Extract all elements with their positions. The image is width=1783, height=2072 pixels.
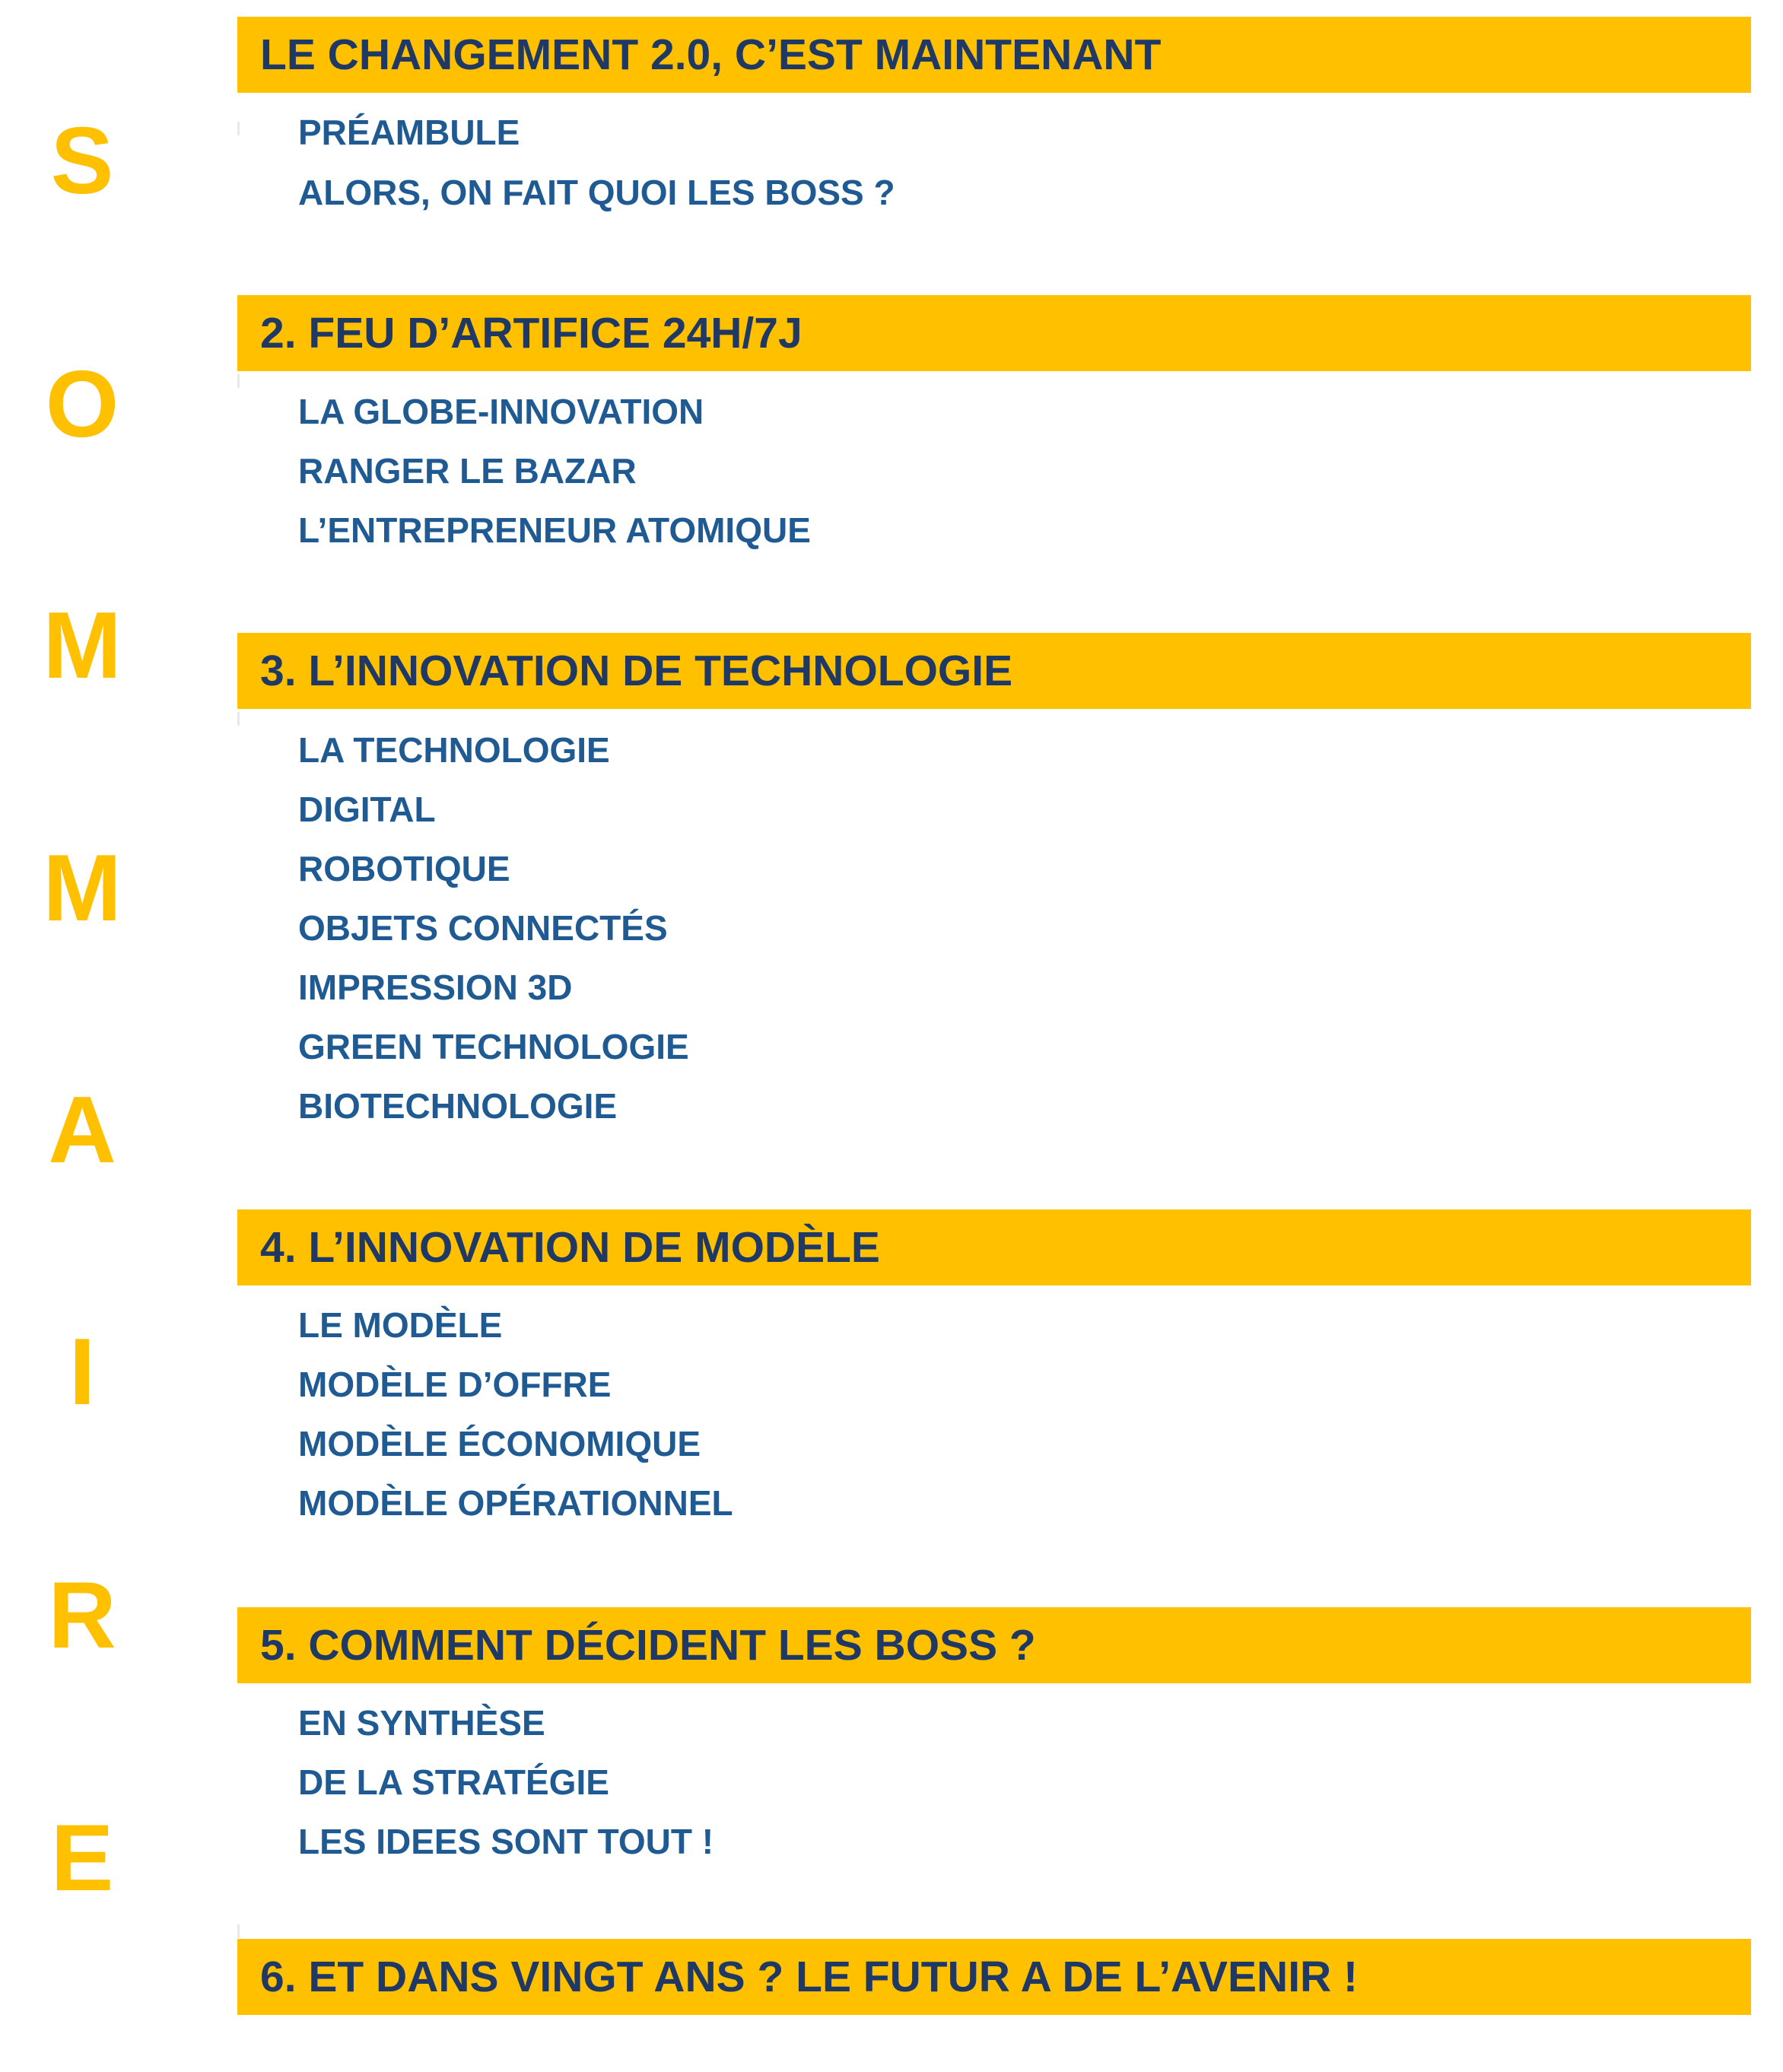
sidebar-letter: S bbox=[50, 109, 114, 214]
divider bbox=[237, 374, 240, 388]
sidebar-letter: R bbox=[48, 1563, 116, 1668]
sidebar-letter: A bbox=[48, 1078, 116, 1183]
sidebar-letter: M bbox=[43, 593, 122, 698]
toc-item[interactable]: ALORS, ON FAIT QUOI LES BOSS ? bbox=[298, 173, 895, 212]
toc-item[interactable]: RANGER LE BAZAR bbox=[298, 451, 637, 491]
section-heading-6[interactable] bbox=[237, 1939, 1751, 2015]
toc-item[interactable]: IMPRESSION 3D bbox=[298, 968, 573, 1007]
toc-item[interactable]: DE LA STRATÉGIE bbox=[298, 1762, 609, 1802]
toc-item[interactable]: LE MODÈLE bbox=[298, 1305, 503, 1345]
section-title: 6. ET DANS VINGT ANS ? LE FUTUR A DE L’AVENIR ! bbox=[260, 1953, 1359, 2001]
divider bbox=[237, 712, 240, 726]
sidebar-letter: I bbox=[68, 1320, 96, 1425]
sidebar-letter: O bbox=[45, 352, 119, 457]
toc-item[interactable]: LA GLOBE-INNOVATION bbox=[298, 392, 704, 431]
section-title: 2. FEU D’ARTIFICE 24H/7J bbox=[260, 309, 803, 358]
toc-item[interactable]: MODÈLE OPÉRATIONNEL bbox=[298, 1483, 733, 1523]
toc-item[interactable]: EN SYNTHÈSE bbox=[298, 1703, 545, 1743]
divider bbox=[237, 1924, 240, 1938]
section-title: 5. COMMENT DÉCIDENT LES BOSS ? bbox=[260, 1621, 1036, 1670]
section-heading-2[interactable] bbox=[237, 295, 1751, 371]
section-heading-1[interactable] bbox=[237, 17, 1751, 93]
toc-item[interactable]: PRÉAMBULE bbox=[298, 113, 520, 152]
toc-item[interactable]: MODÈLE ÉCONOMIQUE bbox=[298, 1424, 701, 1463]
divider bbox=[237, 122, 240, 135]
sidebar-letter: E bbox=[50, 1806, 114, 1911]
toc-item[interactable]: MODÈLE D’OFFRE bbox=[298, 1365, 612, 1404]
toc-item[interactable]: DIGITAL bbox=[298, 790, 436, 829]
sidebar-letter: M bbox=[43, 836, 122, 941]
toc-item[interactable]: LA TECHNOLOGIE bbox=[298, 730, 610, 770]
section-heading-4[interactable] bbox=[237, 1209, 1751, 1285]
toc-item[interactable]: BIOTECHNOLOGIE bbox=[298, 1086, 618, 1126]
section-title: 4. L’INNOVATION DE MODÈLE bbox=[260, 1223, 880, 1272]
section-title: LE CHANGEMENT 2.0, C’EST MAINTENANT bbox=[260, 30, 1162, 79]
toc-item[interactable]: L’ENTREPRENEUR ATOMIQUE bbox=[298, 510, 811, 550]
section-title: 3. L’INNOVATION DE TECHNOLOGIE bbox=[260, 647, 1013, 695]
toc-item[interactable]: GREEN TECHNOLOGIE bbox=[298, 1027, 689, 1066]
section-heading-3[interactable] bbox=[237, 633, 1751, 709]
toc-item[interactable]: LES IDEES SONT TOUT ! bbox=[298, 1822, 714, 1861]
toc-item[interactable]: ROBOTIQUE bbox=[298, 849, 510, 888]
toc-item[interactable]: OBJETS CONNECTÉS bbox=[298, 908, 668, 948]
section-heading-5[interactable] bbox=[237, 1607, 1751, 1683]
